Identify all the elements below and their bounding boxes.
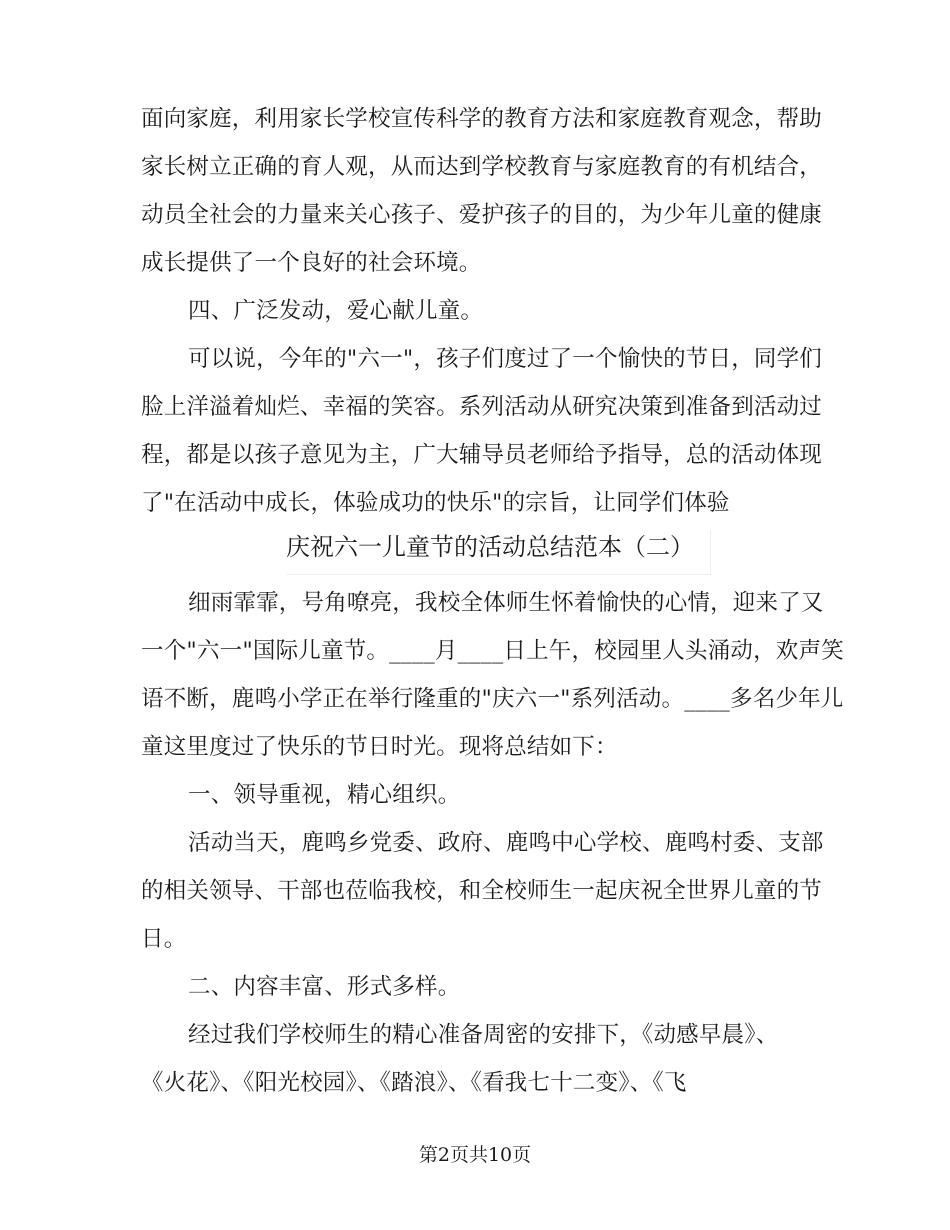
paragraph-line: 经过我们学校师生的精心准备周密的安排下，《动感早晨》、 [188, 1022, 779, 1048]
paragraph-line: 程，都是以孩子意见为主，广大辅导员老师给予指导，总的活动体现 [141, 442, 823, 468]
paragraph-line: 童这里度过了快乐的节日时光。现将总结如下： [141, 734, 618, 760]
paragraph-line: 动员全社会的力量来关心孩子、爱护孩子的目的，为少年儿童的健康 [141, 202, 823, 228]
section-heading: 二、内容丰富、形式多样。 [188, 974, 461, 1000]
paragraph-line: 的相关领导、干部也莅临我校，和全校师生一起庆祝全世界儿童的节 [141, 878, 823, 904]
document-title: 庆祝六一儿童节的活动总结范本（二） [286, 530, 711, 575]
paragraph-line: 活动当天，鹿鸣乡党委、政府、鹿鸣中心学校、鹿鸣村委、支部 [188, 830, 824, 856]
paragraph-line: 可以说，今年的"六一"，孩子们度过了一个愉快的节日，同学们 [188, 346, 822, 372]
paragraph-line: 细雨霏霏，号角嘹亮，我校全体师生怀着愉快的心情，迎来了又 [188, 590, 824, 616]
section-heading: 一、领导重视，精心组织。 [188, 782, 461, 808]
section-heading: 四、广泛发动，爱心献儿童。 [188, 298, 484, 324]
paragraph-line: 语不断，鹿鸣小学正在举行隆重的"庆六一"系列活动。____多名少年儿 [141, 686, 844, 712]
paragraph-line: 一个"六一"国际儿童节。____月____日上午，校园里人头涌动，欢声笑 [141, 638, 844, 664]
paragraph-line: 成长提供了一个良好的社会环境。 [141, 250, 482, 276]
page-number: 第2页共10页 [418, 1144, 532, 1166]
paragraph-line: 脸上洋溢着灿烂、幸福的笑容。系列活动从研究决策到准备到活动过 [141, 394, 823, 420]
paragraph-line: 《火花》、《阳光校园》、《踏浪》、《看我七十二变》、《飞 [141, 1070, 687, 1096]
paragraph-line: 了"在活动中成长，体验成功的快乐"的宗旨，让同学们体验 [141, 490, 730, 516]
paragraph-line: 日。 [141, 926, 187, 952]
paragraph-line: 面向家庭，利用家长学校宣传科学的教育方法和家庭教育观念，帮助 [141, 106, 823, 132]
paragraph-line: 家长树立正确的育人观，从而达到学校教育与家庭教育的有机结合， [141, 154, 823, 180]
